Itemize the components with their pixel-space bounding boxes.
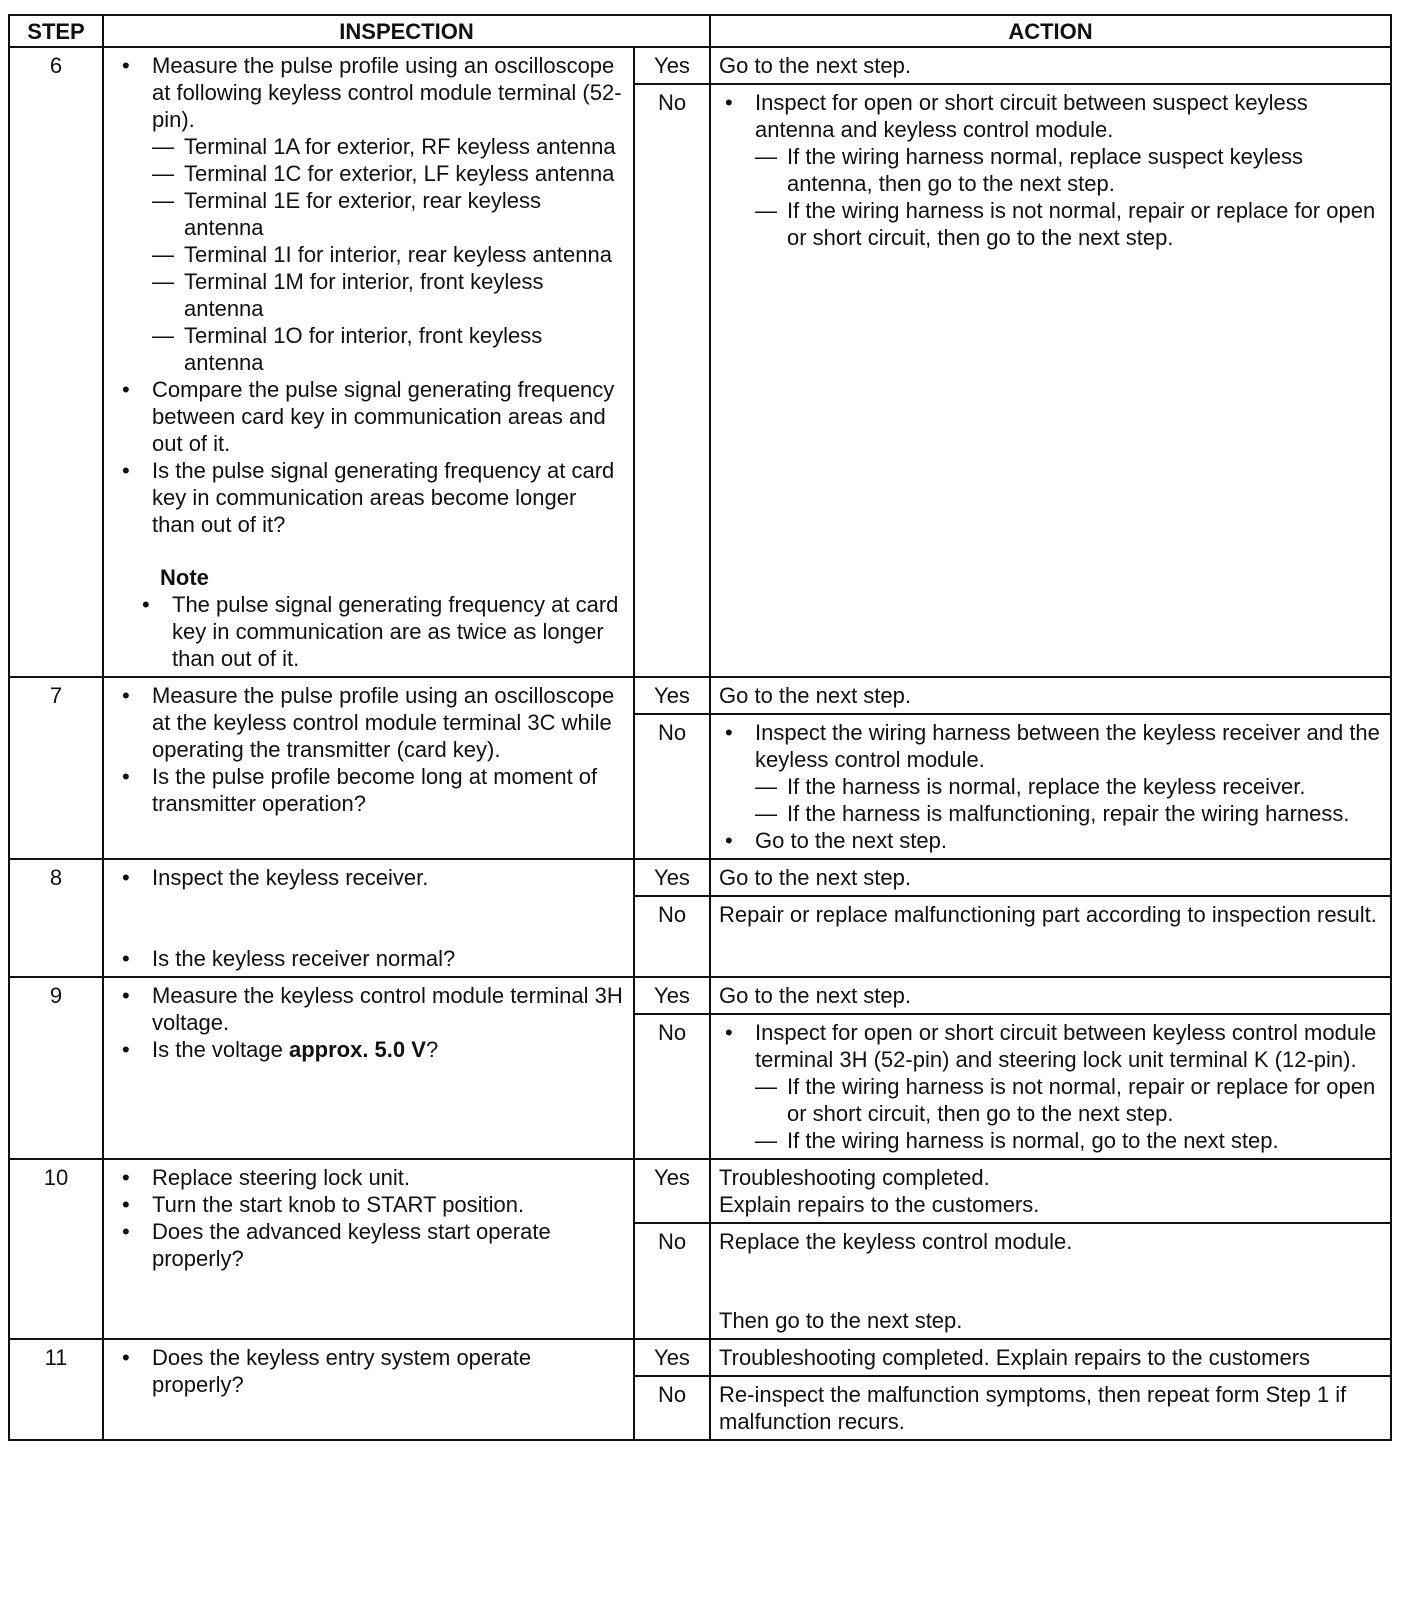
inspection-text: ? <box>425 1037 439 1062</box>
action-list <box>719 89 1384 251</box>
action-text: Then go to the next step. <box>719 1308 963 1333</box>
list-item: — If the wiring harness is not normal, repair or replace for open or short circuit, then go to the next step. <box>755 1073 1384 1127</box>
list-item <box>116 52 625 376</box>
yes-label: Yes <box>634 1339 710 1376</box>
no-label: No <box>634 84 710 677</box>
step-number: 6 <box>9 47 103 677</box>
list-item: — If the wiring harness is not normal, repair or replace for open or short circuit, then go to the next step. <box>755 197 1384 251</box>
yes-label: Yes <box>634 47 710 84</box>
inspection-list <box>116 945 625 972</box>
yes-action <box>710 1159 1391 1223</box>
table-row <box>9 677 1391 714</box>
list-item: • Go to the next step. <box>719 827 1384 854</box>
no-action <box>710 714 1391 859</box>
yes-label: Yes <box>634 1159 710 1223</box>
inspection-text: Is the voltage <box>152 1037 289 1062</box>
troubleshooting-sheet <box>8 14 1390 1592</box>
list-item: — Terminal 1C for exterior, LF keyless antenna <box>152 160 625 187</box>
action-sublist <box>755 1073 1384 1154</box>
list-item: • Does the keyless entry system operate properly? <box>116 1344 625 1398</box>
list-item: — If the wiring harness is normal, go to the next step. <box>755 1127 1384 1154</box>
yes-action: Go to the next step. <box>710 677 1391 714</box>
step-number: 8 <box>9 859 103 977</box>
action-text: Inspect the wiring harness between the keyless receiver and the keyless control module. <box>755 720 1380 772</box>
list-item: — If the harness is malfunctioning, repair the wiring harness. <box>755 800 1384 827</box>
list-item: • Is the pulse profile become long at moment of transmitter operation? <box>116 763 625 817</box>
step-number: 11 <box>9 1339 103 1440</box>
inspection-text: Measure the pulse profile using an oscilloscope at following keyless control module terminal (52-pin). <box>152 53 622 132</box>
no-action <box>710 1014 1391 1159</box>
no-label: No <box>634 1376 710 1440</box>
list-item: — Terminal 1A for exterior, RF keyless antenna <box>152 133 625 160</box>
action-text: Inspect for open or short circuit between keyless control module terminal 3H (52-pin) and steering lock unit terminal K (12-pin). <box>755 1020 1377 1072</box>
inspection-cell <box>103 1159 634 1339</box>
inspection-cell <box>103 1339 634 1440</box>
list-item: — Terminal 1M for interior, front keyless antenna <box>152 268 625 322</box>
yes-label: Yes <box>634 977 710 1014</box>
list-item: • Measure the pulse profile using an oscilloscope at the keyless control module terminal 3C while operating the transmitter (card key). <box>116 682 625 763</box>
action-list <box>719 719 1384 854</box>
list-item: • Does the advanced keyless start operate properly? <box>116 1218 625 1272</box>
step-number: 7 <box>9 677 103 859</box>
inspection-list <box>116 1344 625 1398</box>
table-row <box>9 1339 1391 1376</box>
list-item <box>116 1036 625 1063</box>
step-number: 10 <box>9 1159 103 1339</box>
action-text: Explain repairs to the customers. <box>719 1192 1040 1217</box>
list-item: • Is the keyless receiver normal? <box>116 945 625 972</box>
no-action: Repair or replace malfunctioning part according to inspection result. <box>710 896 1391 977</box>
table-row <box>9 1159 1391 1223</box>
inspection-cell <box>103 977 634 1159</box>
note-list <box>136 591 625 672</box>
list-item: — Terminal 1E for exterior, rear keyless antenna <box>152 187 625 241</box>
yes-label: Yes <box>634 859 710 896</box>
table-row <box>9 859 1391 896</box>
no-label: No <box>634 714 710 859</box>
no-action <box>710 84 1391 677</box>
note-text: • The pulse signal generating frequency at card key in communication are as twice as longer than out of it. <box>136 591 625 672</box>
header-inspection: INSPECTION <box>103 15 710 47</box>
yes-action: Go to the next step. <box>710 977 1391 1014</box>
no-action: Re-inspect the malfunction symptoms, then repeat form Step 1 if malfunction recurs. <box>710 1376 1391 1440</box>
inspection-list <box>116 682 625 817</box>
action-list <box>719 1019 1384 1154</box>
inspection-cell <box>103 859 634 977</box>
list-item: • Replace steering lock unit. <box>116 1164 625 1191</box>
action-text: Inspect for open or short circuit between suspect keyless antenna and keyless control module. <box>755 90 1308 142</box>
table-row <box>9 977 1391 1014</box>
action-text: Troubleshooting completed. <box>719 1165 990 1190</box>
inspection-list <box>116 52 625 538</box>
no-label: No <box>634 896 710 977</box>
list-item: — Terminal 1O for interior, front keyless antenna <box>152 322 625 376</box>
yes-action: Go to the next step. <box>710 859 1391 896</box>
inspection-cell <box>103 47 634 677</box>
inspection-list <box>116 1164 625 1272</box>
list-item: — If the wiring harness normal, replace suspect keyless antenna, then go to the next step. <box>755 143 1384 197</box>
list-item: — Terminal 1I for interior, rear keyless antenna <box>152 241 625 268</box>
action-sublist <box>755 143 1384 251</box>
header-action: ACTION <box>710 15 1391 47</box>
list-item: • Measure the keyless control module terminal 3H voltage. <box>116 982 625 1036</box>
header-step: STEP <box>9 15 103 47</box>
list-item: • Inspect the keyless receiver. <box>116 864 625 891</box>
list-item: — If the harness is normal, replace the keyless receiver. <box>755 773 1384 800</box>
inspection-cell <box>103 677 634 859</box>
no-action <box>710 1223 1391 1339</box>
step-number: 9 <box>9 977 103 1159</box>
table-row <box>9 47 1391 84</box>
list-item: • Compare the pulse signal generating frequency between card key in communication areas and out of it. <box>116 376 625 457</box>
no-label: No <box>634 1223 710 1339</box>
inspection-list <box>116 982 625 1063</box>
yes-action: Go to the next step. <box>710 47 1391 84</box>
list-item <box>719 89 1384 251</box>
voltage-value: approx. 5.0 V <box>288 1037 426 1062</box>
action-text: Replace the keyless control module. <box>719 1229 1073 1254</box>
no-label: No <box>634 1014 710 1159</box>
list-item: • Turn the start knob to START position. <box>116 1191 625 1218</box>
list-item: • Is the pulse signal generating frequency at card key in communication areas become longer than out of it? <box>116 457 625 538</box>
troubleshooting-table <box>8 14 1392 1441</box>
terminal-list <box>152 133 625 376</box>
note-title: Note <box>160 565 209 590</box>
yes-label: Yes <box>634 677 710 714</box>
list-item <box>719 719 1384 827</box>
yes-action: Troubleshooting completed. Explain repairs to the customers <box>710 1339 1391 1376</box>
action-sublist <box>755 773 1384 827</box>
inspection-list <box>116 864 625 891</box>
list-item <box>719 1019 1384 1154</box>
header-row <box>9 15 1391 47</box>
